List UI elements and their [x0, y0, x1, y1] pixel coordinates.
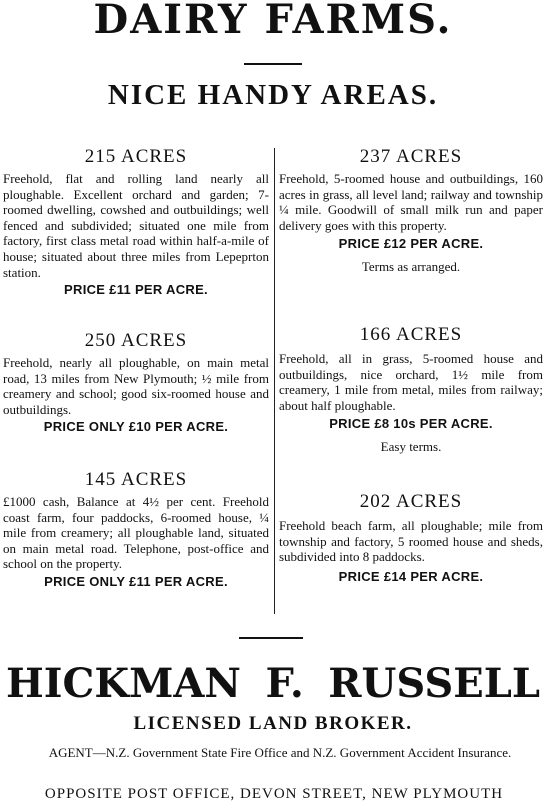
listing-acres: 202 ACRES	[359, 491, 463, 512]
divider-rule	[244, 63, 302, 65]
headline-title: DAIRY FARMS.	[93, 0, 453, 43]
broker-name-first: HICKMAN	[6, 660, 241, 707]
broker-licence: LICENSED LAND BROKER.	[133, 713, 413, 734]
listing-250-acres	[3, 330, 269, 435]
listing-202-acres	[279, 491, 543, 585]
listing-acres: 166 ACRES	[359, 324, 463, 345]
column-divider	[274, 148, 275, 614]
listing-price: PRICE £8 10s PER ACRE.	[329, 416, 493, 432]
listing-acres: 145 ACRES	[84, 469, 188, 490]
listing-215-acres	[3, 146, 269, 298]
listing-acres: 215 ACRES	[84, 146, 188, 167]
broker-name	[6, 662, 540, 706]
listing-terms: Terms as arranged.	[361, 259, 461, 275]
listing-price: PRICE ONLY £10 PER ACRE.	[43, 419, 229, 435]
broker-agent-line: AGENT—N.Z. Government State Fire Office and N.Z. Government Accident Insurance.	[48, 745, 512, 760]
listing-price: PRICE £11 PER ACRE.	[64, 282, 208, 298]
listing-description: Freehold, all in grass, 5-roomed house and outbuildings, nice orchard, 1½ mile from creamery, 1 mile from metal, miles from railway; about half ploughable.	[279, 351, 543, 413]
listing-terms: Easy terms.	[380, 439, 442, 455]
listing-price: PRICE £14 PER ACRE.	[338, 568, 484, 584]
broker-name-last: RUSSELL	[328, 660, 540, 707]
listing-description: Freehold, flat and rolling land nearly all ploughable. Excellent orchard and garden; 7-roomed dwelling, cowshed and outbuildings; well fenced and subdivided; situated one mile from factory, first class metal road within half-a-mile of house; situated about three miles from Lepeprton station.	[3, 171, 269, 280]
broker-address: OPPOSITE POST OFFICE, DEVON STREET, NEW PLYMOUTH	[44, 786, 504, 802]
listing-description: Freehold, 5-roomed house and outbuildings, 160 acres in grass, all level land; railway and township ¼ mile. Goodwill of small milk run and paper delivery goes with this property.	[279, 171, 543, 233]
listing-price: PRICE £12 PER ACRE.	[338, 236, 484, 252]
listing-price: PRICE ONLY £11 PER ACRE.	[44, 573, 228, 589]
listing-acres: 250 ACRES	[84, 330, 188, 351]
listing-166-acres	[279, 324, 543, 455]
listing-acres: 237 ACRES	[359, 146, 463, 167]
listing-description: Freehold beach farm, all ploughable; mile from township and factory, 5 roomed house and sheds, subdivided into 8 paddocks.	[279, 518, 543, 565]
listing-description: Freehold, nearly all ploughable, on main metal road, 13 miles from New Plymouth; ½ mile from creamery and school; good six-roomed house and outbuildings.	[3, 355, 269, 417]
listing-description: £1000 cash, Balance at 4½ per cent. Freehold coast farm, four paddocks, 6-roomed house, ¼ mile from creamery; all ploughable land, situated on main metal road. Telephone, post-office and school on the property.	[3, 494, 269, 572]
listing-145-acres	[3, 469, 269, 590]
headline-subtitle: NICE HANDY AREAS.	[107, 79, 439, 111]
listing-237-acres	[279, 146, 543, 275]
divider-rule	[239, 637, 303, 639]
broker-name-initial: F.	[265, 660, 304, 707]
